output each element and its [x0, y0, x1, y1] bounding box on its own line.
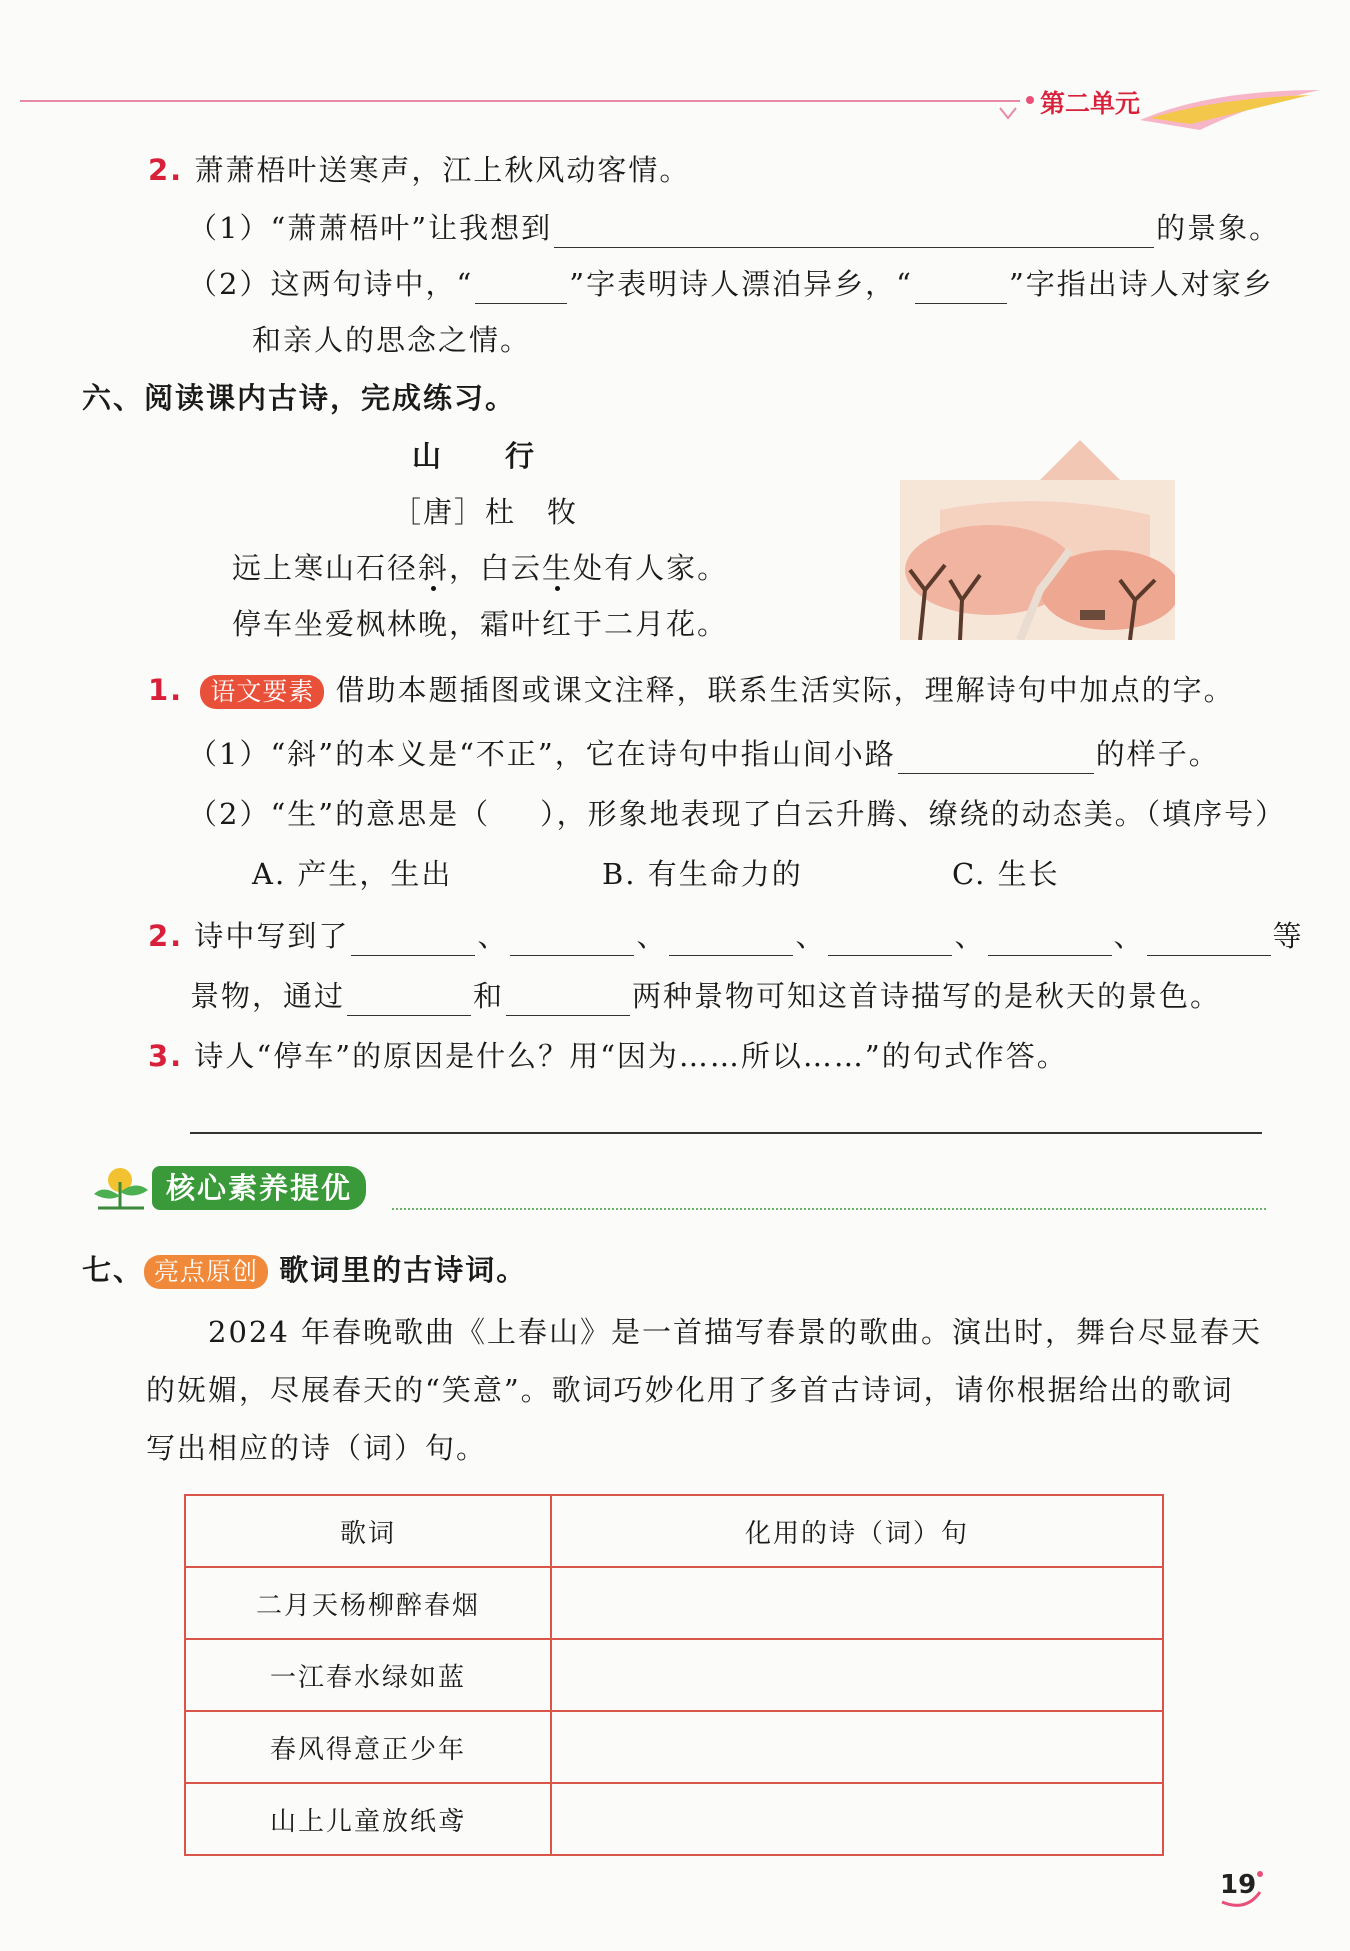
poem-line-1	[232, 548, 728, 588]
q2-poem-line	[148, 150, 690, 190]
question-number: 1.	[148, 673, 184, 707]
table-row	[185, 1783, 1163, 1855]
sub-question-text: 的样子。	[1095, 737, 1220, 771]
separator: 、	[636, 919, 668, 953]
poem-text: ，白云	[449, 551, 543, 585]
sub-question-text: ），形象地表现了白云升腾、缭绕的动态美。（填序号）	[540, 797, 1287, 831]
answer-blank[interactable]	[669, 925, 793, 956]
sub-question-text: 的景象。	[1156, 211, 1281, 245]
answer-blank[interactable]	[347, 985, 471, 1016]
section7-heading	[82, 1250, 527, 1290]
answer-cell[interactable]	[551, 1783, 1163, 1855]
lyric-cell: 一江春水绿如蓝	[185, 1639, 551, 1711]
answer-blank[interactable]	[510, 925, 634, 956]
s6-q1-sub1	[188, 734, 1220, 774]
lyric-cell: 山上儿童放纸鸢	[185, 1783, 551, 1855]
answer-cell[interactable]	[551, 1639, 1163, 1711]
paragraph-line-2: 的妩媚，尽展春天的“笑意”。歌词巧妙化用了多首古诗词，请你根据给出的歌词	[146, 1373, 1234, 1407]
question-text: 诗人“停车”的原因是什么？用“因为……所以……”的句式作答。	[194, 1039, 1068, 1073]
answer-blank[interactable]	[351, 925, 475, 956]
question-number: 2.	[148, 153, 184, 187]
autumn-mountain-illustration	[900, 440, 1175, 640]
unit-label: 第二单元	[1040, 89, 1141, 118]
table-row	[185, 1567, 1163, 1639]
poem-author: ［唐］杜 牧	[392, 495, 579, 529]
question-text: 等	[1272, 919, 1304, 953]
separator: 、	[954, 919, 986, 953]
poem-line-2: 停车坐爱枫林晚，霜叶红于二月花。	[232, 607, 729, 641]
poem-title: 山 行	[412, 439, 537, 473]
question-text: 景物，通过	[190, 979, 346, 1013]
answer-cell[interactable]	[551, 1567, 1163, 1639]
answer-blank[interactable]	[1147, 925, 1271, 956]
sprout-icon	[90, 1162, 152, 1212]
poem-text: 远上寒山石径	[232, 551, 419, 585]
poem-line: 萧萧梧叶送寒声，江上秋风动客情。	[194, 153, 691, 187]
page-number-swoosh-icon	[1216, 1862, 1266, 1912]
answer-blank[interactable]	[828, 925, 952, 956]
answer-blank[interactable]	[475, 273, 567, 304]
option-c: C. 生长	[952, 857, 1060, 891]
question-number: 3.	[148, 1039, 184, 1073]
question-number: 2.	[148, 919, 184, 953]
sub-question-text: （1）“萧萧梧叶”让我想到	[188, 211, 553, 245]
sub-question-text: ”字指出诗人对家乡	[1008, 267, 1274, 301]
paragraph-line-1: 2024 年春晚歌曲《上春山》是一首描写春景的歌曲。演出时，舞台尽显春天	[208, 1315, 1263, 1349]
paragraph-line-3: 写出相应的诗（词）句。	[146, 1431, 488, 1465]
q2-sub2-cont: 和亲人的思念之情。	[252, 323, 532, 357]
q2-sub1	[188, 208, 1280, 248]
dotted-char: 生	[542, 551, 574, 585]
section6-heading: 六、阅读课内古诗，完成练习。	[82, 381, 517, 415]
answer-blank[interactable]	[915, 273, 1007, 304]
answer-cell[interactable]	[551, 1711, 1163, 1783]
s6-q1	[148, 670, 1235, 710]
table-header-row	[185, 1495, 1163, 1567]
liangdian-yuanchuang-tag: 亮点原创	[144, 1255, 268, 1289]
poem-text: 处有人家。	[573, 551, 729, 585]
banner-title: 核心素养提优	[152, 1166, 366, 1210]
sub-question-text: ”字表明诗人漂泊异乡，“	[569, 267, 913, 301]
sub-question-text: （2）这两句诗中，“	[188, 267, 474, 301]
table-row	[185, 1711, 1163, 1783]
question-text: 两种景物可知这首诗描写的是秋天的景色。	[632, 979, 1222, 1013]
separator: 、	[1113, 919, 1145, 953]
s6-q3	[148, 1036, 1068, 1076]
header-cell: 化用的诗（词）句	[551, 1495, 1163, 1567]
option-a: A. 产生，生出	[252, 857, 453, 891]
section-number: 七、	[82, 1253, 145, 1287]
question-text: 诗中写到了	[194, 919, 350, 953]
option-b: B. 有生命力的	[602, 857, 803, 891]
s6-q2-cont	[190, 976, 1221, 1016]
lyric-cell: 春风得意正少年	[185, 1711, 551, 1783]
answer-blank[interactable]	[554, 217, 1154, 248]
answer-blank[interactable]	[506, 985, 630, 1016]
banner-dotted-rule	[392, 1208, 1266, 1210]
separator: 、	[795, 919, 827, 953]
dotted-char: 斜	[418, 551, 450, 585]
page-number: 19	[1220, 1870, 1257, 1900]
q2-sub2	[188, 264, 1274, 304]
answer-blank[interactable]	[898, 743, 1094, 774]
section-title: 歌词里的古诗词。	[279, 1253, 528, 1287]
question-text: 和	[473, 979, 505, 1013]
s6-q1-sub2	[188, 794, 1286, 834]
sub-question-text: （1）“斜”的本义是“不正”，它在诗句中指山间小路	[188, 737, 896, 771]
lyrics-table	[184, 1494, 1164, 1856]
answer-blank[interactable]	[988, 925, 1112, 956]
question-text: 借助本题插图或课文注释，联系生活实际，理解诗句中加点的字。	[335, 673, 1235, 707]
answer-line[interactable]	[190, 1132, 1262, 1134]
yuwen-yaosu-tag: 语文要素	[200, 675, 324, 709]
header-cell: 歌词	[185, 1495, 551, 1567]
table-row	[185, 1639, 1163, 1711]
header-rule	[20, 100, 1020, 102]
lyric-cell: 二月天杨柳醉春烟	[185, 1567, 551, 1639]
s6-q2	[148, 916, 1304, 956]
sub-question-text: （2）“生”的意思是（	[188, 797, 491, 831]
separator: 、	[477, 919, 509, 953]
